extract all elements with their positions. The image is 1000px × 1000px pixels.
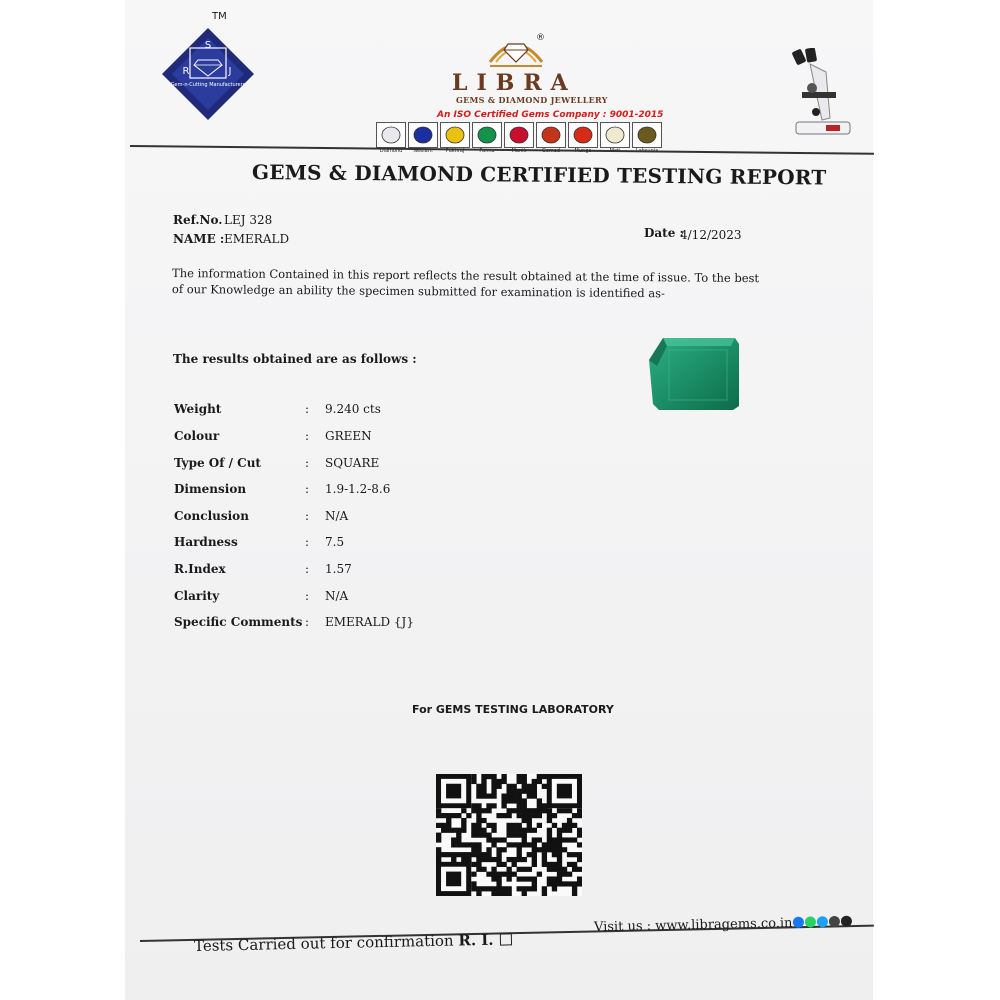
spec-label: R.Index <box>174 562 226 576</box>
checkbox-icon <box>499 933 511 945</box>
spec-separator: : <box>305 615 310 629</box>
background-left <box>0 0 125 1000</box>
website-text[interactable]: Visit us : www.libragems.co.in <box>593 915 793 935</box>
spec-label: Clarity <box>174 589 220 603</box>
spec-separator: : <box>305 509 310 523</box>
spec-separator: : <box>305 589 310 603</box>
youtube-icon[interactable] <box>829 916 840 927</box>
trademark-mark: TM <box>212 11 227 22</box>
spec-label: Conclusion <box>174 509 249 523</box>
report-title: GEMS & DIAMOND CERTIFIED TESTING REPORT <box>251 160 827 190</box>
rsj-letter-j: J <box>228 66 232 77</box>
rsj-letter-s: S <box>204 40 212 51</box>
gem-swatch-manik <box>504 122 534 148</box>
tests-ri: R. I. <box>458 930 494 950</box>
brand-subtitle: GEMS & DIAMOND JEWELLERY <box>456 95 608 105</box>
emerald-stone-image <box>645 336 740 411</box>
intro-paragraph: The information Contained in this report reflects the result obtained at the time of issue. To the best of our Knowledge an ability the specimen submitted for examination is identified as- <box>171 266 760 301</box>
gem-swatch-neelam <box>408 122 438 148</box>
instagram-icon[interactable] <box>841 916 852 927</box>
spec-value: 1.9-1.2-8.6 <box>325 482 391 496</box>
spec-value: SQUARE <box>325 456 380 470</box>
gem-swatch-pukhraj <box>440 122 470 148</box>
gem-swatch-munga <box>568 122 598 148</box>
name-value: EMERALD <box>224 232 290 246</box>
name-label: NAME : <box>173 232 225 246</box>
brand-name: LIBRA <box>452 70 577 96</box>
spec-label: Colour <box>174 429 220 443</box>
spec-separator: : <box>305 429 310 443</box>
ref-number-value: LEJ 328 <box>224 213 273 227</box>
facebook-icon[interactable] <box>793 917 804 928</box>
gem-swatch-panna <box>472 122 502 148</box>
qr-code <box>436 774 582 896</box>
gem-label: Neelam <box>413 148 433 154</box>
spec-value: 7.5 <box>325 535 345 549</box>
spec-value: 9.240 cts <box>325 402 381 416</box>
spec-separator: : <box>305 562 310 576</box>
date-value: 4/12/2023 <box>680 228 742 242</box>
spec-label: Type Of / Cut <box>174 456 261 470</box>
gem-label: Diamond <box>379 148 403 154</box>
twitter-icon[interactable] <box>817 916 828 927</box>
gem-label: Panna <box>479 148 495 154</box>
spec-value: N/A <box>325 509 349 523</box>
social-icons <box>792 915 852 931</box>
iso-certification-text: An ISO Certified Gems Company : 9001-2015 <box>437 110 664 120</box>
gem-label: Pukhraj <box>445 148 465 154</box>
spec-label: Specific Comments <box>174 615 303 629</box>
spec-value: GREEN <box>325 429 372 443</box>
gem-swatch-lahsunia <box>632 122 662 148</box>
gem-swatch-moti <box>600 122 630 148</box>
spec-value: EMERALD {J} <box>325 615 414 629</box>
spec-value: 1.57 <box>325 562 352 576</box>
registered-mark: ® <box>536 33 545 43</box>
tests-caption: Tests Carried out for confirmation <box>193 931 454 955</box>
whatsapp-icon[interactable] <box>805 916 816 927</box>
gem-swatch-gomed <box>536 122 566 148</box>
gem-swatch-diamond <box>376 122 406 148</box>
ref-number-label: Ref.No. <box>173 213 223 227</box>
rsj-caption: Gem-n-Cutting Manufacturers <box>170 82 246 88</box>
spec-label: Dimension <box>174 482 247 496</box>
date-label: Date : <box>644 226 684 240</box>
spec-separator: : <box>305 402 310 416</box>
spec-label: Weight <box>174 402 222 416</box>
rsj-letter-r: R <box>182 66 190 77</box>
microscope-icon <box>782 48 852 140</box>
spec-separator: : <box>305 482 310 496</box>
gem-icon-row <box>376 122 662 148</box>
spec-separator: : <box>305 456 310 470</box>
spec-separator: : <box>305 535 310 549</box>
spec-label: Hardness <box>174 535 238 549</box>
results-heading: The results obtained are as follows : <box>173 352 417 366</box>
laboratory-signature-text: For GEMS TESTING LABORATORY <box>412 703 614 716</box>
rsj-logo <box>160 26 256 122</box>
spec-value: N/A <box>325 589 349 603</box>
background-right <box>873 0 1000 1000</box>
